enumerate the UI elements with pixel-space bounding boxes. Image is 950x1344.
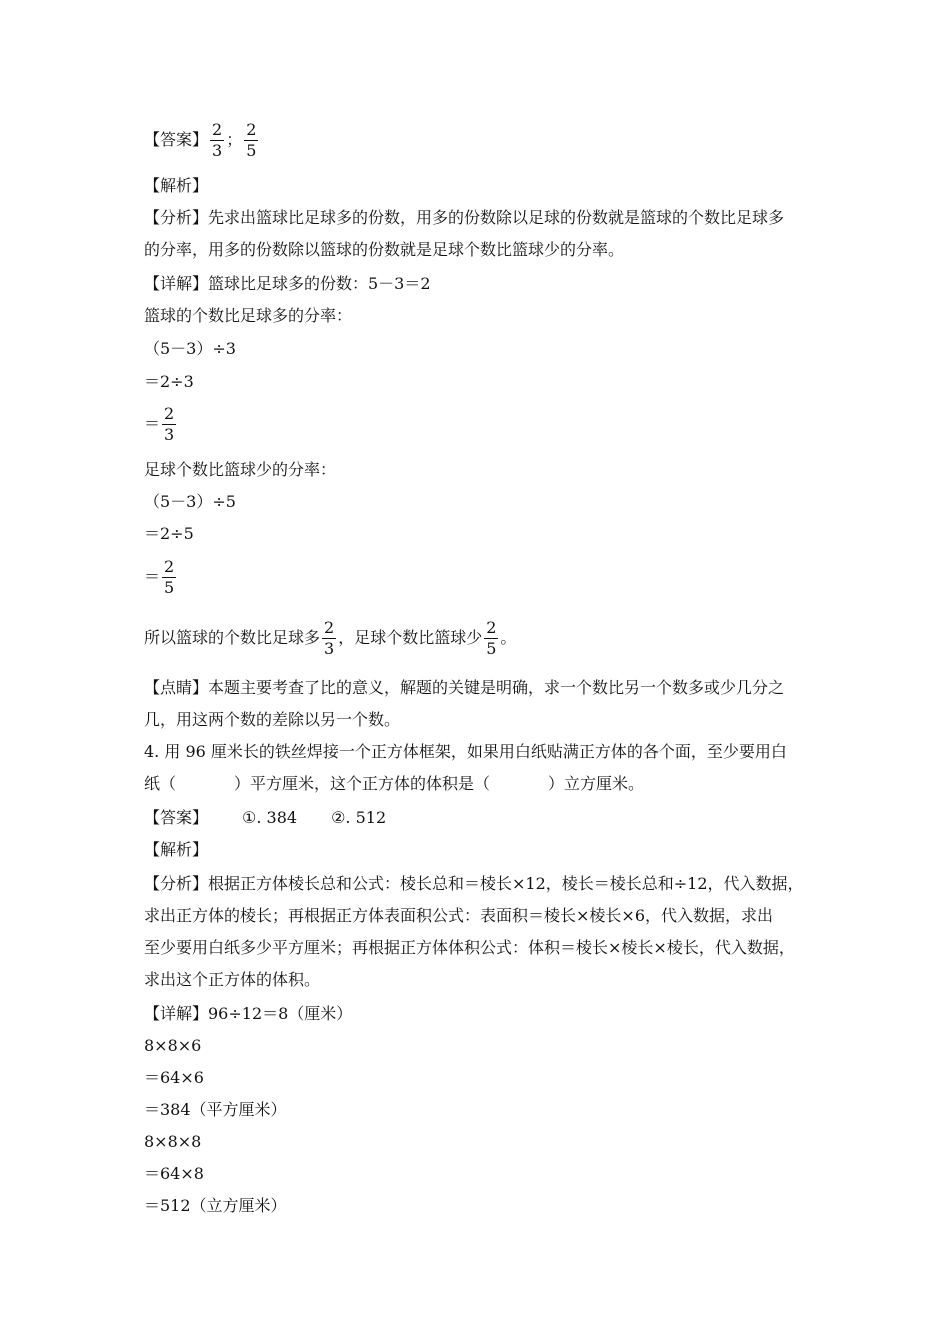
q3-dianjing-line-2: 几，用这两个数的差除以另一个数。: [144, 710, 401, 729]
q3-answer-line: [144, 120, 812, 161]
q3-analysis-label: 【解析】: [144, 176, 209, 195]
q4-calc-5: ＝64×8: [144, 1164, 204, 1183]
q4-calc-2: ＝64×6: [144, 1068, 204, 1087]
q3-step-a-result: [144, 404, 812, 445]
answer-label: 【答案】: [144, 130, 209, 149]
q4-calc-1: 8×8×6: [144, 1036, 202, 1055]
fraction-2-3: $\frac{2}{3}$: [324, 618, 335, 658]
fraction-2-5: $\frac{2}{5}$: [246, 120, 257, 160]
q4-question-line-1: 4. 用 96 厘米长的铁丝焊接一个正方体框架，如果用白纸贴满正方体的各个面，至少要用白: [144, 742, 787, 761]
q3-step-a-1: （5－3）÷3: [144, 339, 236, 358]
q3-step-a-title: 篮球的个数比足球多的分率：: [144, 306, 353, 325]
q3-step-b-2: ＝2÷5: [144, 524, 194, 543]
answer-value-2: ②. 512: [331, 808, 387, 827]
q4-analysis-label: 【解析】: [144, 840, 209, 859]
q3-step-a-2: ＝2÷3: [144, 372, 194, 391]
q4-calc-6: ＝512（立方厘米）: [144, 1196, 287, 1215]
equals-sign: ＝: [144, 567, 161, 586]
fraction-2-3: $\frac{2}{3}$: [164, 404, 175, 444]
q4-fenxi-line-2: 求出正方体的棱长；再根据正方体表面积公式：表面积＝棱长×棱长×6，代入数据，求出: [144, 906, 773, 925]
q4-fenxi-line-1: 【分析】根据正方体棱长总和公式：棱长总和＝棱长×12，棱长＝棱长总和÷12，代入数据，: [144, 874, 804, 893]
q3-conclusion: 所以篮球的个数比足球多 $\frac{2}{3}$ ，足球个数比篮球少 $\frac{2}{5}$ 。: [144, 618, 517, 658]
answer-separator: ；: [226, 130, 243, 149]
fraction-2-3: $\frac{2}{3}$: [212, 120, 223, 160]
fraction-2-5: $\frac{2}{5}$: [164, 557, 175, 597]
q3-xiangjie-line-1: 【详解】篮球比足球多的份数：5－3＝2: [144, 274, 431, 293]
q4-calc-3: ＝384（平方厘米）: [144, 1100, 287, 1119]
q4-fenxi-line-4: 求出这个正方体的体积。: [144, 970, 321, 989]
equals-sign: ＝: [144, 414, 161, 433]
q3-step-b-result: [144, 557, 812, 598]
q4-answer-line: [144, 808, 812, 828]
q4-question-line-2: 纸（ ）平方厘米，这个正方体的体积是（ ）立方厘米。: [144, 774, 645, 793]
q3-fenxi-line-2: 的分率，用多的份数除以篮球的份数就是足球个数比篮球少的分率。: [144, 240, 625, 259]
fraction-2-5: $\frac{2}{5}$: [486, 618, 497, 658]
q3-dianjing-line-1: 【点睛】本题主要考查了比的意义，解题的关键是明确，求一个数比另一个数多或少几分之: [144, 678, 785, 697]
answer-label: 【答案】: [144, 808, 209, 827]
q3-step-b-1: （5－3）÷5: [144, 492, 236, 511]
q4-calc-4: 8×8×8: [144, 1132, 202, 1151]
q4-xiangjie-line-1: 【详解】96÷12＝8（厘米）: [144, 1004, 353, 1023]
q3-step-b-title: 足球个数比篮球少的分率：: [144, 460, 337, 479]
q3-fenxi-line-1: 【分析】先求出篮球比足球多的份数，用多的份数除以足球的份数就是篮球的个数比足球多: [144, 208, 785, 227]
q4-fenxi-line-3: 至少要用白纸多少平方厘米；再根据正方体体积公式：体积＝棱长×棱长×棱长，代入数据，: [144, 938, 795, 957]
answer-value-1: ①. 384: [242, 808, 298, 827]
